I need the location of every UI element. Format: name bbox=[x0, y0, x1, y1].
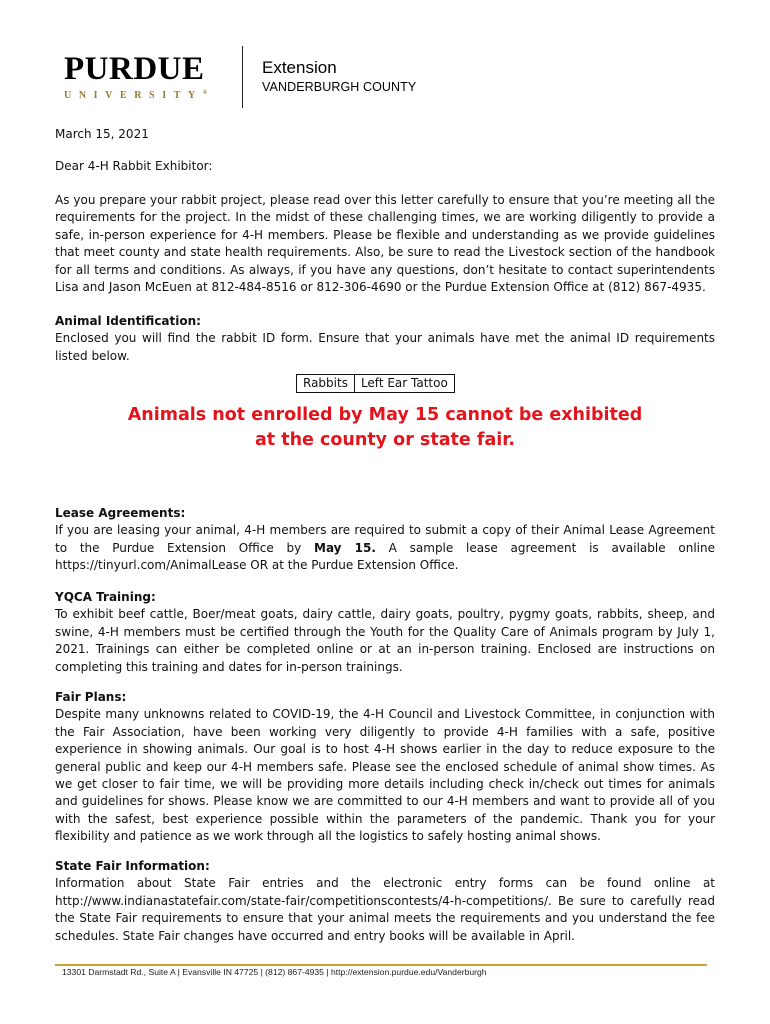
state-fair-section bbox=[55, 858, 715, 945]
lease-heading: Lease Agreements: bbox=[55, 506, 186, 520]
yqca-section bbox=[55, 589, 715, 676]
lease-body-post: A sample lease agreement is available online https://tinyurl.com/AnimalLease OR at the Purdue Extension Office. bbox=[55, 540, 715, 573]
warning-line-2: at the county or state fair. bbox=[254, 430, 516, 450]
animal-id-heading: Animal Identification: bbox=[55, 314, 201, 328]
state-fair-body: Information about State Fair entries and the electronic entry forms can be found online at http://www.indianastatefair.com/state-fair/competitionscontests/4-h-competitions/. Be sure to carefully read the State Fair requirements to ensure that your animal meets the requirements and you understand the fee schedules. State Fair changes have occurred and entry books will be available in April. bbox=[55, 876, 715, 943]
extension-county: VANDERBURGH COUNTY bbox=[262, 80, 417, 94]
fair-plans-body: Despite many unknowns related to COVID-19, the 4-H Council and Livestock Committee, in conjunction with the Fair Association, have been working very diligently to provide 4-H families with a safe, positive experience in showing animals. Our goal is to host 4-H shows earlier in the day to reduce exposure to the general public and keep our 4-H members safe. Please see the enclosed schedule of animal show times. As we get closer to fair time, we will be providing more details including check in/check out times for animals and guidelines for shows. Please know we are committed to our 4-H members and want to provide all of you with the safest, best experience possible within the parameters of the pandemic. Thank you for your flexibility and patience as we work through all the logistics to safely hosting animal shows. bbox=[55, 707, 715, 844]
purdue-logo bbox=[64, 52, 236, 101]
fair-plans-section bbox=[55, 689, 715, 846]
animal-id-table bbox=[296, 374, 455, 393]
table-row bbox=[297, 375, 455, 393]
footer-address: 13301 Darmstadt Rd., Suite A | Evansville IN 47725 | (812) 867-4935 | http://extension.purdue.edu/Vanderburgh bbox=[62, 967, 487, 977]
logo-university bbox=[64, 90, 236, 101]
lease-body-pre: If you are leasing your animal, 4-H members are required to submit a copy of their Animal Lease Agreement to the Purdue Extension Office by bbox=[55, 523, 715, 555]
yqca-body: To exhibit beef cattle, Boer/meat goats, dairy cattle, dairy goats, poultry, pygmy goats, rabbits, sheep, and swine, 4-H members must be certified through the Youth for the Quality Care of Animals program by July 1, 2021. Trainings can either be completed online or at an in-person training. Enclosed are instructions on completing this training and dates for in-person trainings. bbox=[55, 607, 715, 674]
logo-university-text: UNIVERSITY bbox=[64, 90, 203, 101]
letter-date: March 15, 2021 bbox=[55, 127, 149, 141]
extension-title: Extension bbox=[262, 58, 337, 77]
yqca-heading: YQCA Training: bbox=[55, 590, 156, 604]
lease-deadline: May 15. bbox=[314, 540, 376, 555]
animal-id-body: Enclosed you will find the rabbit ID form. Ensure that your animals have met the animal ID requirements listed below. bbox=[55, 331, 715, 363]
lease-section bbox=[55, 505, 715, 575]
footer-divider bbox=[55, 964, 707, 966]
animal-id-section bbox=[55, 313, 715, 365]
intro-paragraph: As you prepare your rabbit project, please read over this letter carefully to ensure that you’re meeting all the requirements for the project. In the midst of these challenging times, we are working diligently to provide a safe, in-person experience for 4-H members. Please be flexible and understanding as we provide guidelines that meet county and state health requirements. Also, be sure to read the Livestock section of the handbook for all terms and conditions. As always, if you have any questions, don’t hesitate to contact superintendents Lisa and Jason McEuen at 812-484-8516 or 812-306-4690 or the Purdue Extension Office at (812) 867-4935. bbox=[55, 193, 715, 295]
fair-plans-heading: Fair Plans: bbox=[55, 690, 127, 704]
logo-wordmark: PURDUE bbox=[64, 51, 205, 87]
table-cell-species: Rabbits bbox=[297, 375, 355, 393]
enrollment-warning bbox=[55, 403, 715, 453]
letter-salutation: Dear 4-H Rabbit Exhibitor: bbox=[55, 159, 213, 173]
registered-mark: ® bbox=[202, 90, 208, 96]
warning-line-1: Animals not enrolled by May 15 cannot be exhibited bbox=[127, 405, 643, 425]
table-cell-requirement: Left Ear Tattoo bbox=[354, 375, 454, 393]
state-fair-heading: State Fair Information: bbox=[55, 859, 210, 873]
lease-body bbox=[55, 522, 715, 574]
extension-header bbox=[262, 58, 416, 94]
letterhead-divider bbox=[242, 46, 243, 108]
